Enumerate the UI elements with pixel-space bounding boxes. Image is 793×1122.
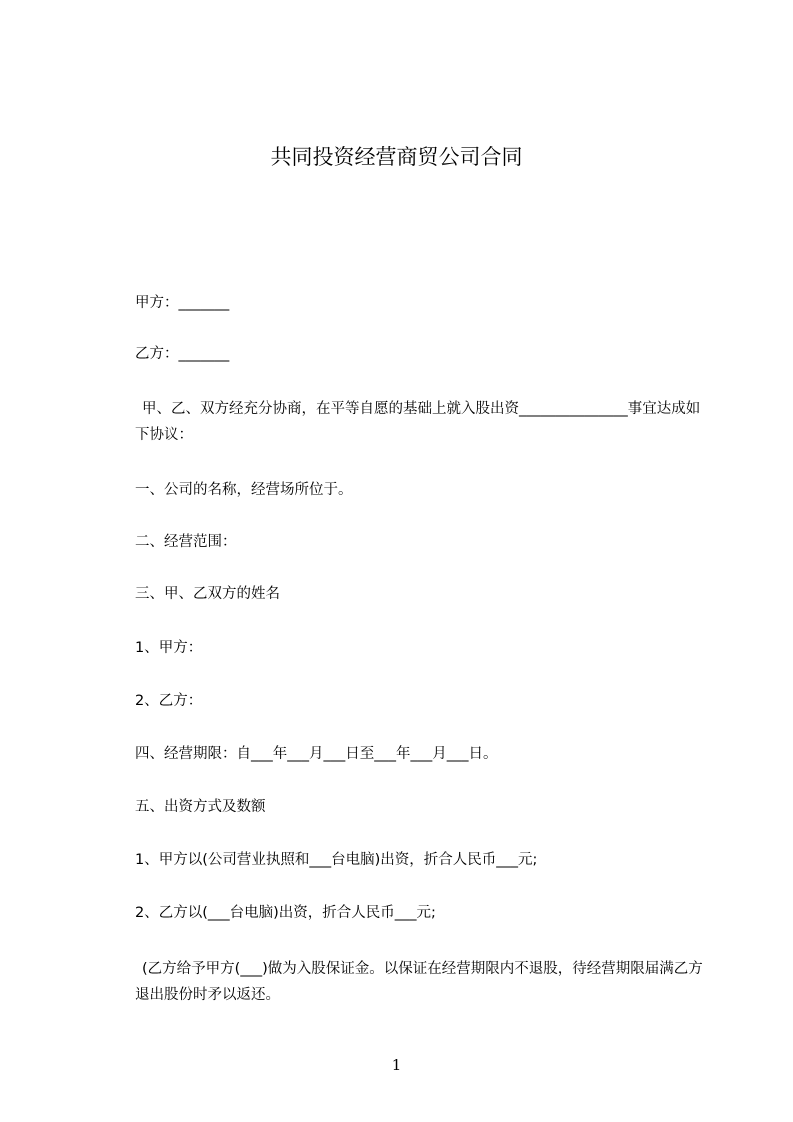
clause-1-company-name: 一、公司的名称，经营场所位于。 <box>135 482 353 498</box>
party-b-line: 乙方：_______ <box>135 346 230 362</box>
clause-5-contribution-heading: 五、出资方式及数额 <box>135 799 266 815</box>
agreement-intro-paragraph: 甲、乙、双方经充分协商，在平等自愿的基础上就入股出资_______________事宜达成如下协议： <box>135 401 701 443</box>
clause-2-business-scope: 二、经营范围： <box>135 534 237 550</box>
clause-4-operation-period: 四、经营期限：自___年___月___日至___年___月___日。 <box>135 746 498 762</box>
page-number: 1 <box>391 1056 402 1074</box>
clause-3-party-b: 2、乙方： <box>135 693 203 709</box>
clause-3-party-a: 1、甲方： <box>135 640 203 656</box>
clause-3-party-names: 三、甲、乙双方的姓名 <box>135 586 280 602</box>
party-a-line: 甲方：_______ <box>135 295 230 311</box>
clause-5-party-a-contribution: 1、甲方以(公司营业执照和___台电脑)出资，折合人民币___元; <box>135 852 538 868</box>
deposit-paragraph: (乙方给予甲方(___)做为入股保证金。以保证在经营期限内不退股，待经营期限届满乙方退出股份时矛以返还。 <box>135 961 703 1003</box>
document-title: 共同投资经营商贸公司合同 <box>270 145 523 169</box>
clause-5-party-b-contribution: 2、乙方以(___台电脑)出资，折合人民币___元; <box>135 905 436 921</box>
